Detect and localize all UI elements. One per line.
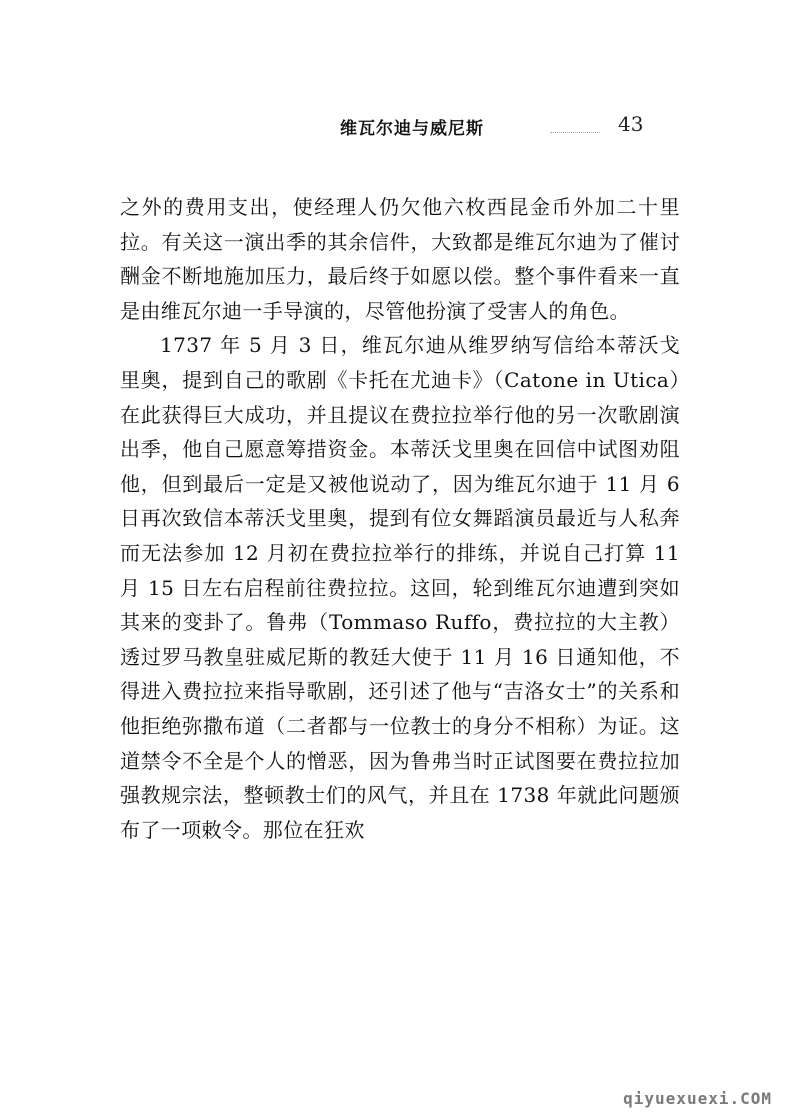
body-text	[120, 190, 680, 847]
page-number: 43	[618, 112, 644, 136]
paragraph-1: 之外的费用支出，使经理人仍欠他六枚西昆金币外加二十里拉。有关这一演出季的其余信件，大致都是维瓦尔迪为了催讨酬金不断地施加压力，最后终于如愿以偿。整个事件看来一直是由维瓦尔迪一手导演的，尽管他扮演了受害人的角色。	[120, 195, 680, 323]
header-dotted-rule	[550, 124, 600, 133]
site-watermark: qiyuexuexi.COM	[623, 1089, 772, 1108]
paragraph-2: 1737 年 5 月 3 日，维瓦尔迪从维罗纳写信给本蒂沃戈里奥，提到自己的歌剧《卡托在尤迪卡》（Catone in Utica）在此获得巨大成功，并且提议在费拉拉举行他的另一次歌剧演出季，他自己愿意筹措资金。本蒂沃戈里奥在回信中试图劝阻他，但到最后一定是又被他说动了，因为维瓦尔迪于 11 月 6 日再次致信本蒂沃戈里奥，提到有位女舞蹈演员最近与人私奔而无法参加 12 月初在费拉拉举行的排练，并说自己打算 11 月 15 日左右启程前往费拉拉。这回，轮到维瓦尔迪遭到突如其来的变卦了。鲁弗（Tommaso Ruffo，费拉拉的大主教）透过罗马教皇驻威尼斯的教廷大使于 11 月 16 日通知他，不得进入费拉拉来指导歌剧，还引述了他与“吉洛女士”的关系和他拒绝弥撒布道（二者都与一位教士的身分不相称）为证。这道禁令不全是个人的憎恶，因为鲁弗当时正试图要在费拉拉加强教规宗法，整顿教士们的风气，并且在 1738 年就此问题颁布了一项敕令。那位在狂欢	[120, 333, 680, 842]
running-head-title: 维瓦尔迪与威尼斯	[340, 119, 484, 139]
